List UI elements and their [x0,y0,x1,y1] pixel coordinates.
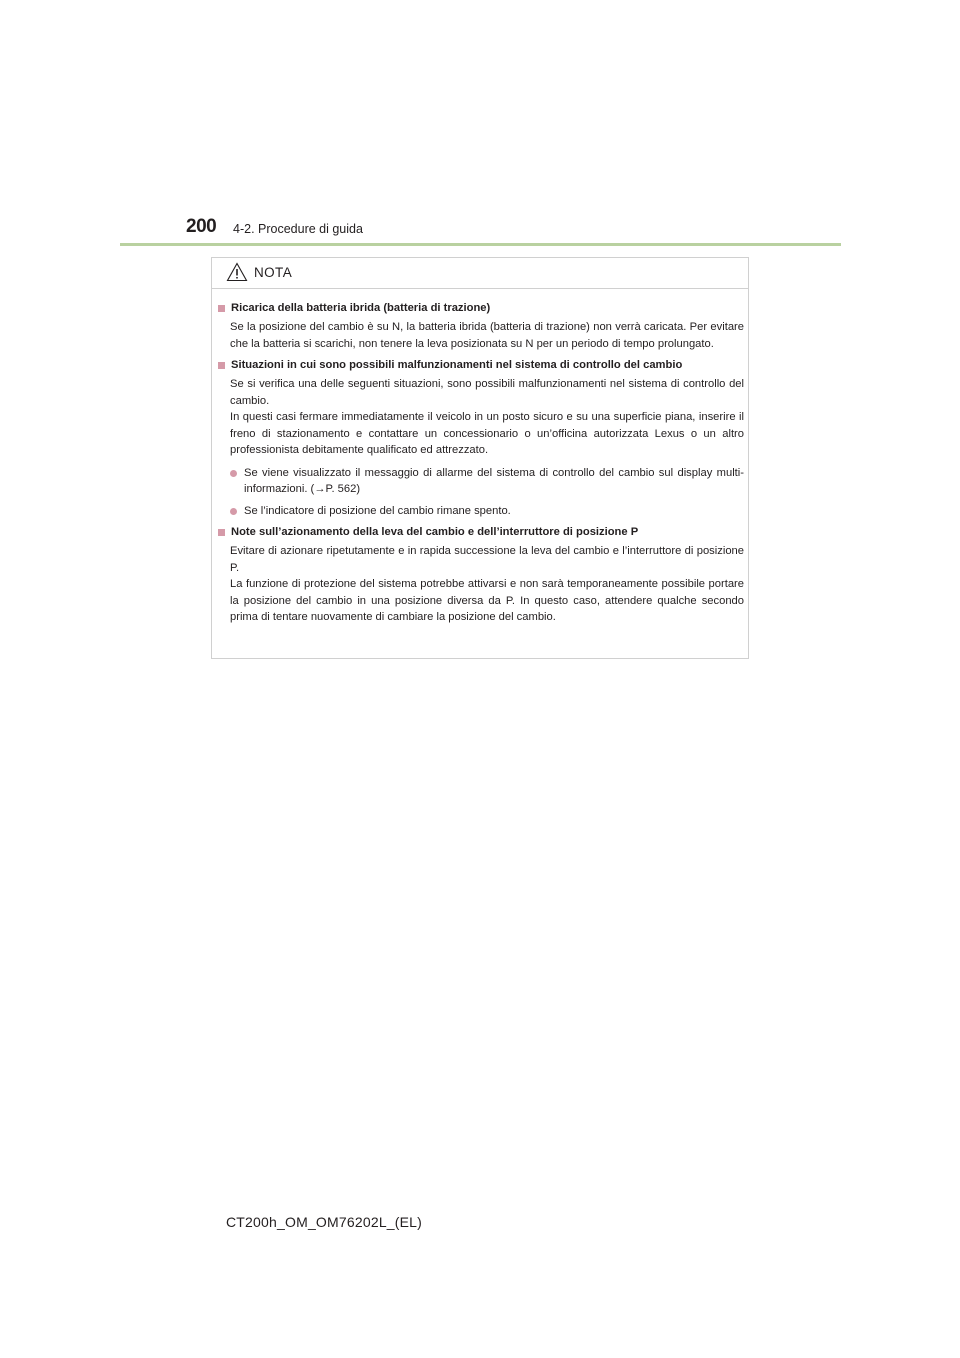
list-item [230,465,744,498]
document-code: CT200h_OM_OM76202L_(EL) [226,1214,423,1230]
topic-paragraph: In questi casi fermare immediatamente il veicolo in un posto sicuro e su una superficie piana, inserire il freno di stazionamento e contattare un concessionario o un’officina autorizzata Lexus o un altro professionista debitamente qualificato ed attrezzato. [230,411,744,456]
circle-bullet-icon [230,508,237,515]
square-bullet-icon [218,305,225,312]
notice-label: NOTA [254,265,293,280]
list-item-text: Se viene visualizzato il messaggio di allarme del sistema di controllo del cambio sul display multi-informazioni. (→P. 562) [244,466,744,495]
header-rule [120,243,841,246]
topic-paragraph: La funzione di protezione del sistema potrebbe attivarsi e non sarà temporaneamente possibile portare la posizione del cambio in una posizione diversa da P. In questo caso, attendere qualche secondo prima di tentare nuovamente di cambiare la posizione del cambio. [230,578,744,623]
square-bullet-icon [218,362,225,369]
list-item [230,503,744,520]
section-title: 4-2. Procedure di guida [233,222,363,236]
topic-shift-control-malfunction [216,358,742,519]
topic-battery-charging [216,301,742,352]
notice-header [212,258,748,289]
notice-body [212,301,750,626]
topic-paragraph: Evitare di azionare ripetutamente e in rapida successione la leva del cambio e l’interruttore di posizione P. [230,545,744,574]
topic-title: Situazioni in cui sono possibili malfunzionamenti nel sistema di controllo del cambio [231,359,683,371]
square-bullet-icon [218,529,225,536]
topic-title: Ricarica della batteria ibrida (batteria di trazione) [231,302,491,314]
topic-shift-lever-operation [216,525,742,626]
topic-paragraph: Se la posizione del cambio è su N, la batteria ibrida (batteria di trazione) non verrà caricata. Per evitare che la batteria si scarichi, non tenere la leva posizionata su N per un periodo di tempo prolungato. [230,321,744,350]
page-number: 200 [186,216,217,237]
topic-title: Note sull’azionamento della leva del cambio e dell’interruttore di posizione P [231,526,639,538]
list-item-text: Se l’indicatore di posizione del cambio rimane spento. [244,504,511,517]
warning-triangle-icon [226,262,248,282]
topic-heading [216,525,742,540]
notice-box [211,257,749,659]
topic-heading [216,358,742,373]
topic-paragraph: Se si verifica una delle seguenti situazioni, sono possibili malfunzionamenti nel sistema di controllo del cambio. [230,378,744,407]
circle-bullet-icon [230,470,237,477]
topic-heading [216,301,742,316]
